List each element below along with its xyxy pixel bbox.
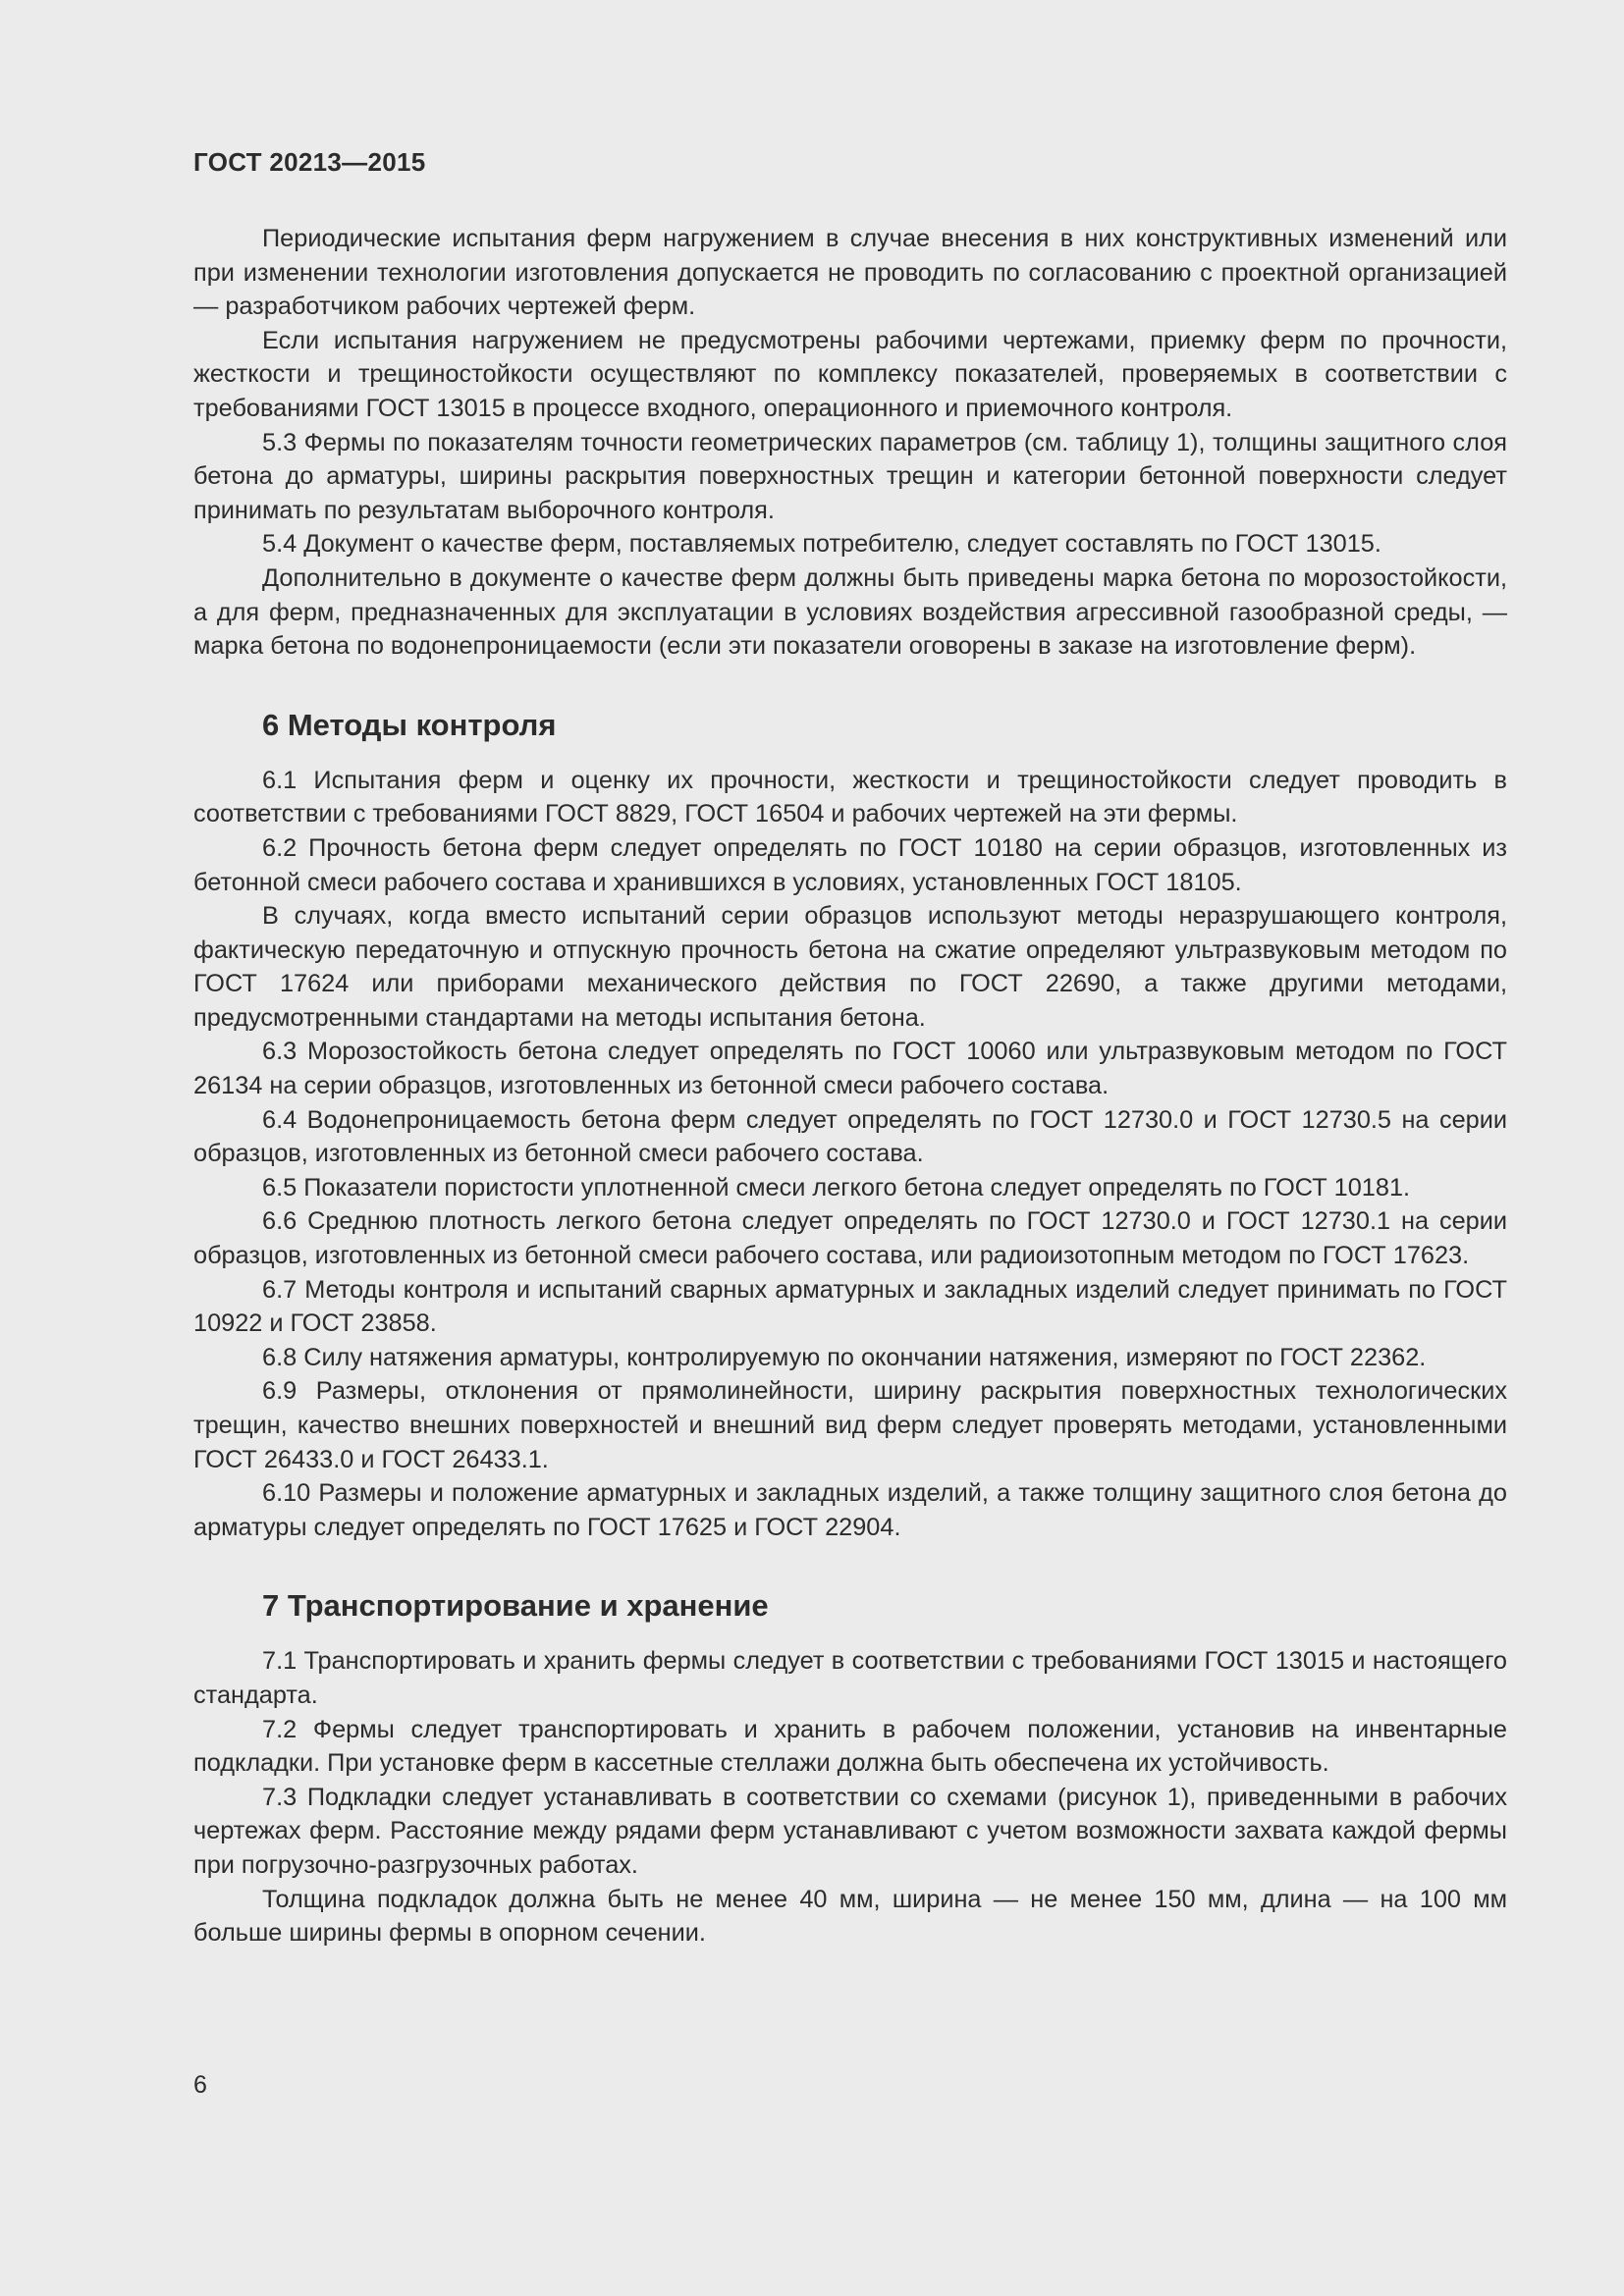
paragraph: 5.4 Документ о качестве ферм, поставляемых потребителю, следует составлять по ГОСТ 13015. bbox=[262, 530, 1381, 559]
paragraph: 6.10 Размеры и положение арматурных и закладных изделий, а также толщину защитного слоя бетона до арматуры следует определять по ГОСТ 17625 и ГОСТ 22904. bbox=[193, 1479, 1507, 1541]
section-heading-7: 7 Транспортирование и хранение bbox=[262, 1588, 769, 1624]
paragraph: 6.6 Среднюю плотность легкого бетона следует определять по ГОСТ 12730.0 и ГОСТ 12730.1 на серии образцов, изготовленных из бетонной смеси рабочего состава, или радиоизотопным методом по ГОСТ 17623. bbox=[193, 1207, 1507, 1270]
paragraph: 7.1 Транспортировать и хранить фермы следует в соответствии с требованиями ГОСТ 13015 и настоящего стандарта. bbox=[193, 1647, 1507, 1709]
paragraph: Периодические испытания ферм нагружением в случае внесения в них конструктивных изменений или при изменении технологии изготовления допускается не проводить по согласованию с проектной организацией — разработчиком рабочих чертежей ферм. bbox=[193, 225, 1507, 321]
paragraph: 6.3 Морозостойкость бетона следует определять по ГОСТ 10060 или ультразвуковым методом по ГОСТ 26134 на серии образцов, изготовленных из бетонной смеси рабочего состава. bbox=[193, 1038, 1507, 1100]
page-number: 6 bbox=[193, 2071, 207, 2099]
paragraph: 6.8 Силу натяжения арматуры, контролируемую по окончании натяжения, измеряют по ГОСТ 22362. bbox=[262, 1343, 1427, 1371]
paragraph: 7.2 Фермы следует транспортировать и хранить в рабочем положении, установив на инвентарные подкладки. При установке ферм в кассетные стеллажи должна быть обеспечена их устойчивость. bbox=[193, 1715, 1507, 1778]
paragraph: 6.7 Методы контроля и испытаний сварных арматурных и закладных изделий следует принимать по ГОСТ 10922 и ГОСТ 23858. bbox=[193, 1275, 1507, 1338]
section-heading-6: 6 Методы контроля bbox=[262, 707, 557, 742]
paragraph: Если испытания нагружением не предусмотрены рабочими чертежами, приемку ферм по прочности, жесткости и трещиностойкости осуществляют по комплексу показателей, проверяемых в соответствии с требованиями ГОСТ 13015 в процессе входного, операционного и приемочного контроля. bbox=[193, 326, 1507, 422]
document-code-header: ГОСТ 20213—2015 bbox=[193, 147, 426, 177]
paragraph: 6.5 Показатели пористости уплотненной смеси легкого бетона следует определять по ГОСТ 10181. bbox=[262, 1173, 1411, 1201]
paragraph: 6.1 Испытания ферм и оценку их прочности, жесткости и трещиностойкости следует проводить в соответствии с требованиями ГОСТ 8829, ГОСТ 16504 и рабочих чертежей на эти фермы. bbox=[193, 766, 1507, 828]
paragraph: 5.3 Фермы по показателям точности геометрических параметров (см. таблицу 1), толщины защитного слоя бетона до арматуры, ширины раскрытия поверхностных трещин и категории бетонной поверхности следует принимать по результатам выборочного контроля. bbox=[193, 428, 1507, 524]
paragraph: 6.2 Прочность бетона ферм следует определять по ГОСТ 10180 на серии образцов, изготовленных из бетонной смеси рабочего состава и хранившихся в условиях, установленных ГОСТ 18105. bbox=[193, 833, 1507, 896]
paragraph: Толщина подкладок должна быть не менее 40 мм, ширина — не менее 150 мм, длина — на 100 мм больше ширины фермы в опорном сечении. bbox=[193, 1885, 1507, 1948]
paragraph: 6.9 Размеры, отклонения от прямолинейности, ширину раскрытия поверхностных технологических трещин, качество внешних поверхностей и внешний вид ферм следует проверять методами, установленными ГОСТ 26433.0 и ГОСТ 26433.1. bbox=[193, 1377, 1507, 1473]
paragraph: 7.3 Подкладки следует устанавливать в соответствии со схемами (рисунок 1), приведенными в рабочих чертежах ферм. Расстояние между рядами ферм устанавливают с учетом возможности захвата каждой фермы при погрузочно-разгрузочных работах. bbox=[193, 1783, 1507, 1879]
paragraph: В случаях, когда вместо испытаний серии образцов используют методы неразрушающего контроля, фактическую передаточную и отпускную прочность бетона на сжатие определяют ультразвуковым методом по ГОСТ 17624 или приборами механического действия по ГОСТ 22690, а также другими методами, предусмотренными стандартами на методы испытания бетона. bbox=[193, 902, 1507, 1032]
paragraph: 6.4 Водонепроницаемость бетона ферм следует определять по ГОСТ 12730.0 и ГОСТ 12730.5 на серии образцов, изготовленных из бетонной смеси рабочего состава. bbox=[193, 1105, 1507, 1168]
page-content bbox=[193, 222, 1507, 1950]
paragraph: Дополнительно в документе о качестве ферм должны быть приведены марка бетона по морозостойкости, а для ферм, предназначенных для эксплуатации в условиях воздействия агрессивной газообразной среды, — марка бетона по водонепроницаемости (если эти показатели оговорены в заказе на изготовление ферм). bbox=[193, 563, 1507, 661]
